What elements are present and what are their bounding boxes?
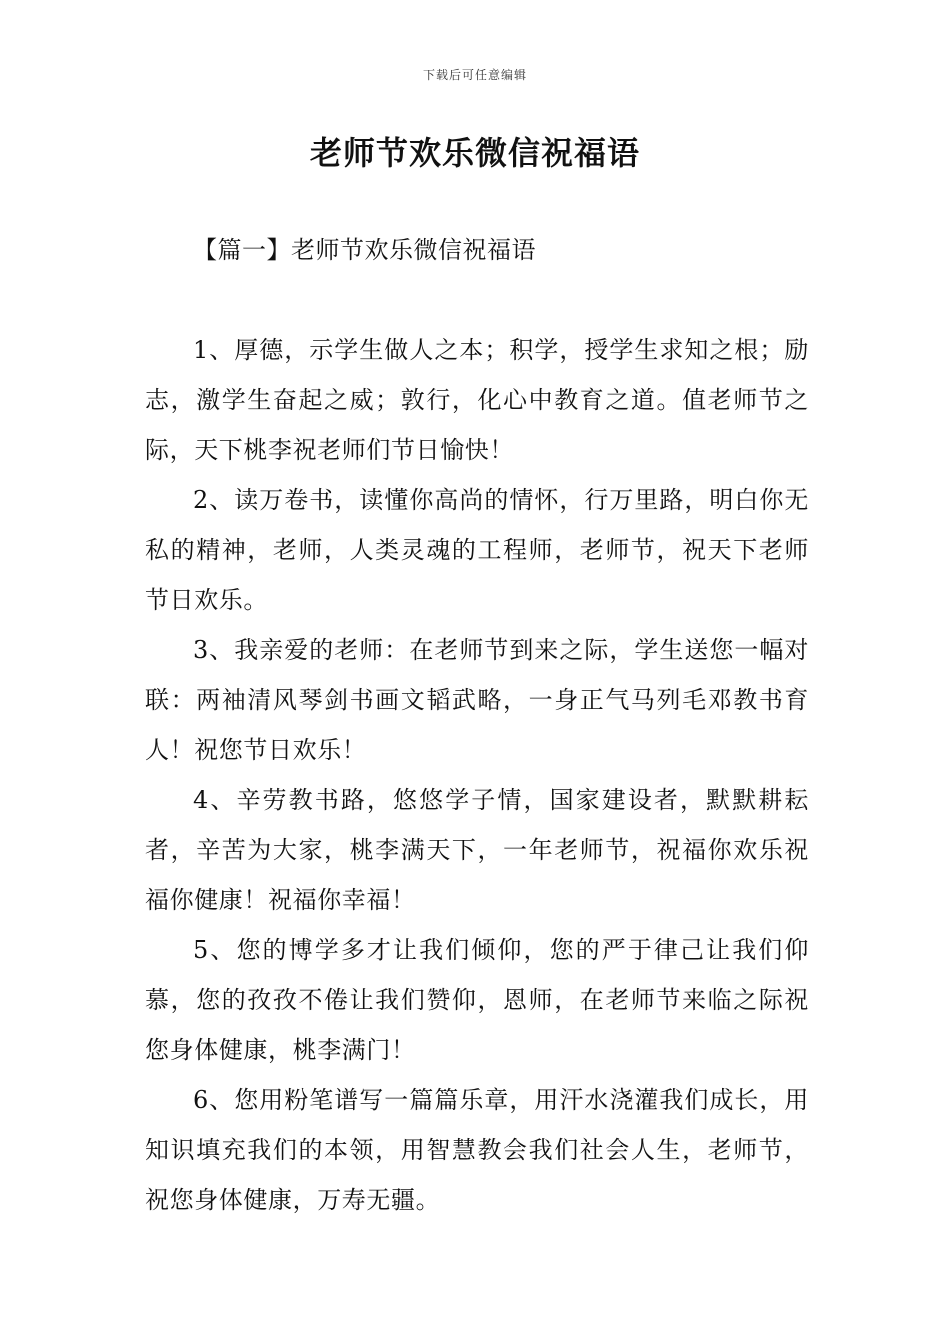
paragraph-1: 1、厚德，示学生做人之本；积学，授学生求知之根；励志，激学生奋起之威；敦行，化心中教育之道。值老师节之际，天下桃李祝老师们节日愉快！ [145,336,809,464]
header-note: 下载后可任意编辑 [422,68,527,82]
paragraph-5: 5、您的博学多才让我们倾仰，您的严于律己让我们仰慕，您的孜孜不倦让我们赞仰，恩师，在老师节来临之际祝您身体健康，桃李满门！ [145,936,809,1064]
paragraph-4: 4、辛劳教书路，悠悠学子情，国家建设者，默默耕耘者，辛苦为大家，桃李满天下，一年老师节，祝福你欢乐祝福你健康！祝福你幸福！ [145,786,809,914]
paragraph-6: 6、您用粉笔谱写一篇篇乐章，用汗水浇灌我们成长，用知识填充我们的本领，用智慧教会我们社会人生，老师节，祝您身体健康，万寿无疆。 [145,1086,809,1214]
paragraph-2: 2、读万卷书，读懂你高尚的情怀，行万里路，明白你无私的精神，老师，人类灵魂的工程师，老师节，祝天下老师节日欢乐。 [145,486,809,614]
page-title: 老师节欢乐微信祝福语 [309,134,640,172]
body-text [145,325,809,1225]
section-heading: 【篇一】老师节欢乐微信祝福语 [193,236,536,264]
paragraph-3: 3、我亲爱的老师：在老师节到来之际，学生送您一幅对联：两袖清风琴剑书画文韬武略，一身正气马列毛邓教书育人！祝您节日欢乐！ [145,636,809,764]
